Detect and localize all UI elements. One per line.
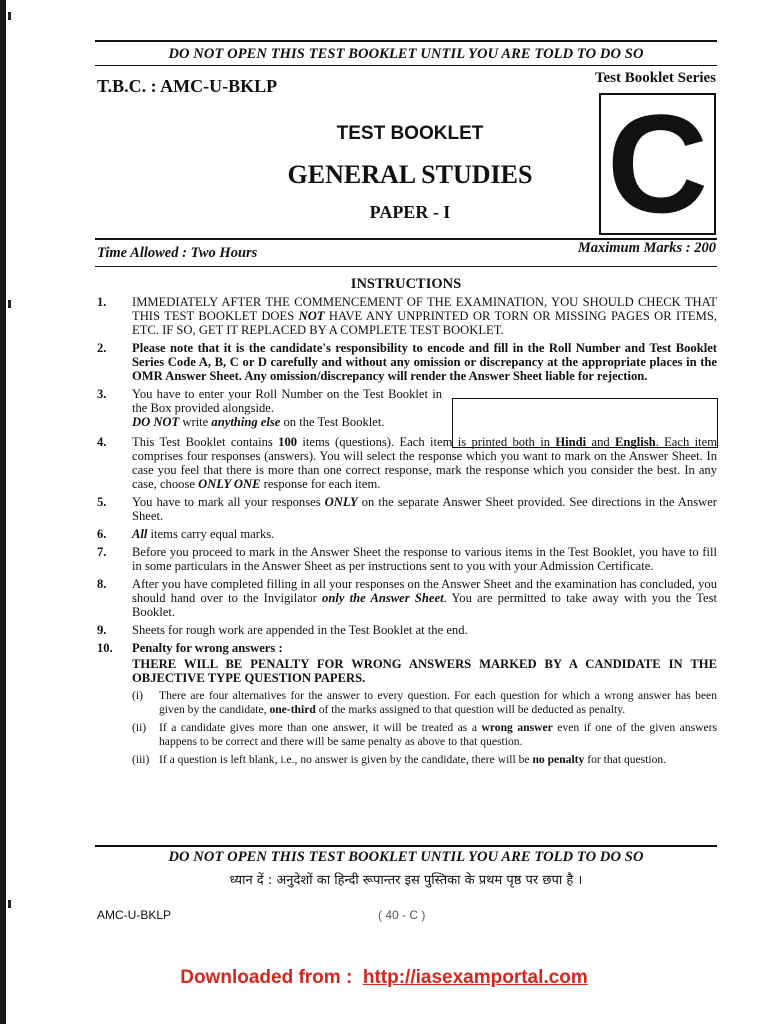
bottom-rule <box>95 845 717 847</box>
download-label: Downloaded from : <box>180 967 353 988</box>
item-emphasis: ONLY ONE <box>198 477 261 491</box>
item-number: 3. <box>97 387 107 401</box>
item-emphasis: NOT <box>298 309 325 323</box>
download-note <box>0 967 768 989</box>
item-number: 6. <box>97 527 107 541</box>
hindi-note: ध्यान दें : अनुदेशों का हिन्दी रूपान्तर इस पुस्तिका के प्रथम पृष्ठ पर छपा है । <box>229 873 583 888</box>
instructions-heading: INSTRUCTIONS <box>350 276 462 292</box>
scan-mark <box>8 300 11 308</box>
instruction-item-penalty <box>97 641 717 767</box>
item-text: Before you proceed to mark in the Answer Sheet the response to various items in the Test Booklet, you have to fill in some particulars in the Answer Sheet as per instructions sent to you with your Admission Certificate. <box>132 545 717 573</box>
instruction-item <box>97 527 717 541</box>
sub-emphasis: one-third <box>269 703 316 716</box>
instruction-item <box>97 341 717 383</box>
item-number: 9. <box>97 623 107 637</box>
item-emphasis: DO NOT <box>132 415 180 429</box>
sub-text: If a candidate gives more than one answer, it will be treated as a <box>159 721 482 734</box>
item-text: You have to enter your Roll Number on the Test Booklet in the Box provided alongside. <box>132 387 442 415</box>
sub-number: (i) <box>132 689 143 702</box>
series-label: Test Booklet Series <box>594 70 716 86</box>
item-emphasis: ONLY <box>324 495 358 509</box>
sub-text: even if one of the given answers happens to be correct and there will be same penalty as above to that question. <box>159 721 718 748</box>
instruction-item <box>97 577 717 619</box>
sub-text: for that question. <box>584 753 667 766</box>
item-text: and <box>586 435 616 449</box>
bottom-banner: DO NOT OPEN THIS TEST BOOKLET UNTIL YOU ARE TOLD TO DO SO <box>168 849 644 865</box>
sub-emphasis: wrong answer <box>481 721 553 734</box>
penalty-caps: THERE WILL BE PENALTY FOR WRONG ANSWERS MARKED BY A CANDIDATE IN THE OBJECTIVE TYPE QUESTION PAPERS. <box>132 657 717 685</box>
sub-number: (iii) <box>132 753 150 766</box>
penalty-sub-item <box>132 753 717 767</box>
item-emphasis: Hindi <box>555 435 587 449</box>
item-text: write <box>179 415 212 429</box>
penalty-sub-item <box>132 689 717 717</box>
item-number: 2. <box>97 341 107 355</box>
item-number: 5. <box>97 495 107 509</box>
top-rule-2 <box>95 65 717 66</box>
item-text: on the Test Booklet. <box>280 415 385 429</box>
sub-number: (ii) <box>132 721 147 734</box>
item-text: HAVE ANY UNPRINTED OR TORN OR MISSING PAGES OR ITEMS, ETC. IF SO, GET IT REPLACED BY A COMPLETE TEST BOOKLET. <box>132 309 717 337</box>
paper-number: PAPER - I <box>369 202 451 222</box>
instruction-item <box>97 495 717 523</box>
item-number: 4. <box>97 435 107 449</box>
subject-title: GENERAL STUDIES <box>287 160 533 189</box>
item-emphasis: All <box>132 527 148 541</box>
footer-page-code: ( 40 - C ) <box>378 908 426 922</box>
series-letter-box <box>599 85 716 242</box>
item-text: on the separate Answer Sheet provided. See directions in the Answer Sheet. <box>132 495 717 523</box>
instruction-item <box>97 435 717 491</box>
item-text: items (questions). Each item is printed both in <box>297 435 556 449</box>
item-emphasis: only the Answer Sheet <box>322 591 444 605</box>
top-rule <box>95 40 717 42</box>
item-text: IMMEDIATELY AFTER THE COMMENCEMENT OF THE EXAMINATION, YOU SHOULD CHECK THAT THIS TEST BOOKLET DOES <box>132 295 717 323</box>
item-emphasis: 100 <box>278 435 298 449</box>
item-text: response for each item. <box>260 477 381 491</box>
download-link[interactable]: http://iasexamportal.com <box>362 967 588 988</box>
item-text: . You are permitted to take away with you the Test Booklet. <box>132 591 717 619</box>
item-text: This Test Booklet contains <box>132 435 279 449</box>
item-number: 8. <box>97 577 107 591</box>
item-number: 1. <box>97 295 107 309</box>
tbc-code: T.B.C. : AMC-U-BKLP <box>97 76 278 96</box>
series-letter: C <box>606 85 709 242</box>
time-rule-2 <box>95 266 717 267</box>
sub-text: of the marks assigned to that question will be deducted as penalty. <box>315 703 626 716</box>
sub-emphasis: no penalty <box>532 753 585 766</box>
item-emphasis: anything else <box>211 415 281 429</box>
item-text: Please note that it is the candidate's responsibility to encode and fill in the Roll Number and Test Booklet Series Code A, B, C or D carefully and without any omission or discrepancy at the appropriate places in the OMR Answer Sheet. Any omission/discrepancy will render the Answer Sheet liable for rejection. <box>132 341 717 383</box>
item-text: Sheets for rough work are appended in the Test Booklet at the end. <box>132 623 468 637</box>
instruction-item <box>97 623 717 637</box>
booklet-title: TEST BOOKLET <box>336 123 484 144</box>
top-banner: DO NOT OPEN THIS TEST BOOKLET UNTIL YOU ARE TOLD TO DO SO <box>168 46 644 62</box>
instruction-item <box>97 295 717 337</box>
item-emphasis: English <box>615 435 656 449</box>
scan-mark <box>8 900 11 908</box>
item-text: You have to mark all your responses <box>132 495 325 509</box>
item-number: 10. <box>97 641 113 655</box>
time-allowed: Time Allowed : Two Hours <box>97 245 258 261</box>
sub-text: If a question is left blank, i.e., no answer is given by the candidate, there will be <box>159 753 533 766</box>
item-text: items carry equal marks. <box>147 527 275 541</box>
penalty-title: Penalty for wrong answers : <box>132 641 283 655</box>
penalty-sub-item <box>132 721 717 749</box>
instruction-item <box>97 545 717 573</box>
item-text: . Each item comprises four responses (answers). You will select the response which you want to mark on the Answer Sheet. In case you feel that there is more than one correct response, mark the response which you consider the best. In any case, choose <box>132 435 718 491</box>
sub-text: There are four alternatives for the answer to every question. For each question for which a wrong answer has been given by the candidate, <box>159 689 717 716</box>
footer-reference: AMC-U-BKLP <box>97 908 172 922</box>
scan-edge <box>0 0 6 1024</box>
item-number: 7. <box>97 545 107 559</box>
instructions-list <box>97 295 717 771</box>
item-text: After you have completed filling in all your responses on the Answer Sheet and the examination has concluded, you should hand over to the Invigilator <box>132 577 717 605</box>
instruction-item <box>97 387 717 431</box>
maximum-marks: Maximum Marks : 200 <box>577 240 716 256</box>
scan-mark <box>8 12 11 20</box>
